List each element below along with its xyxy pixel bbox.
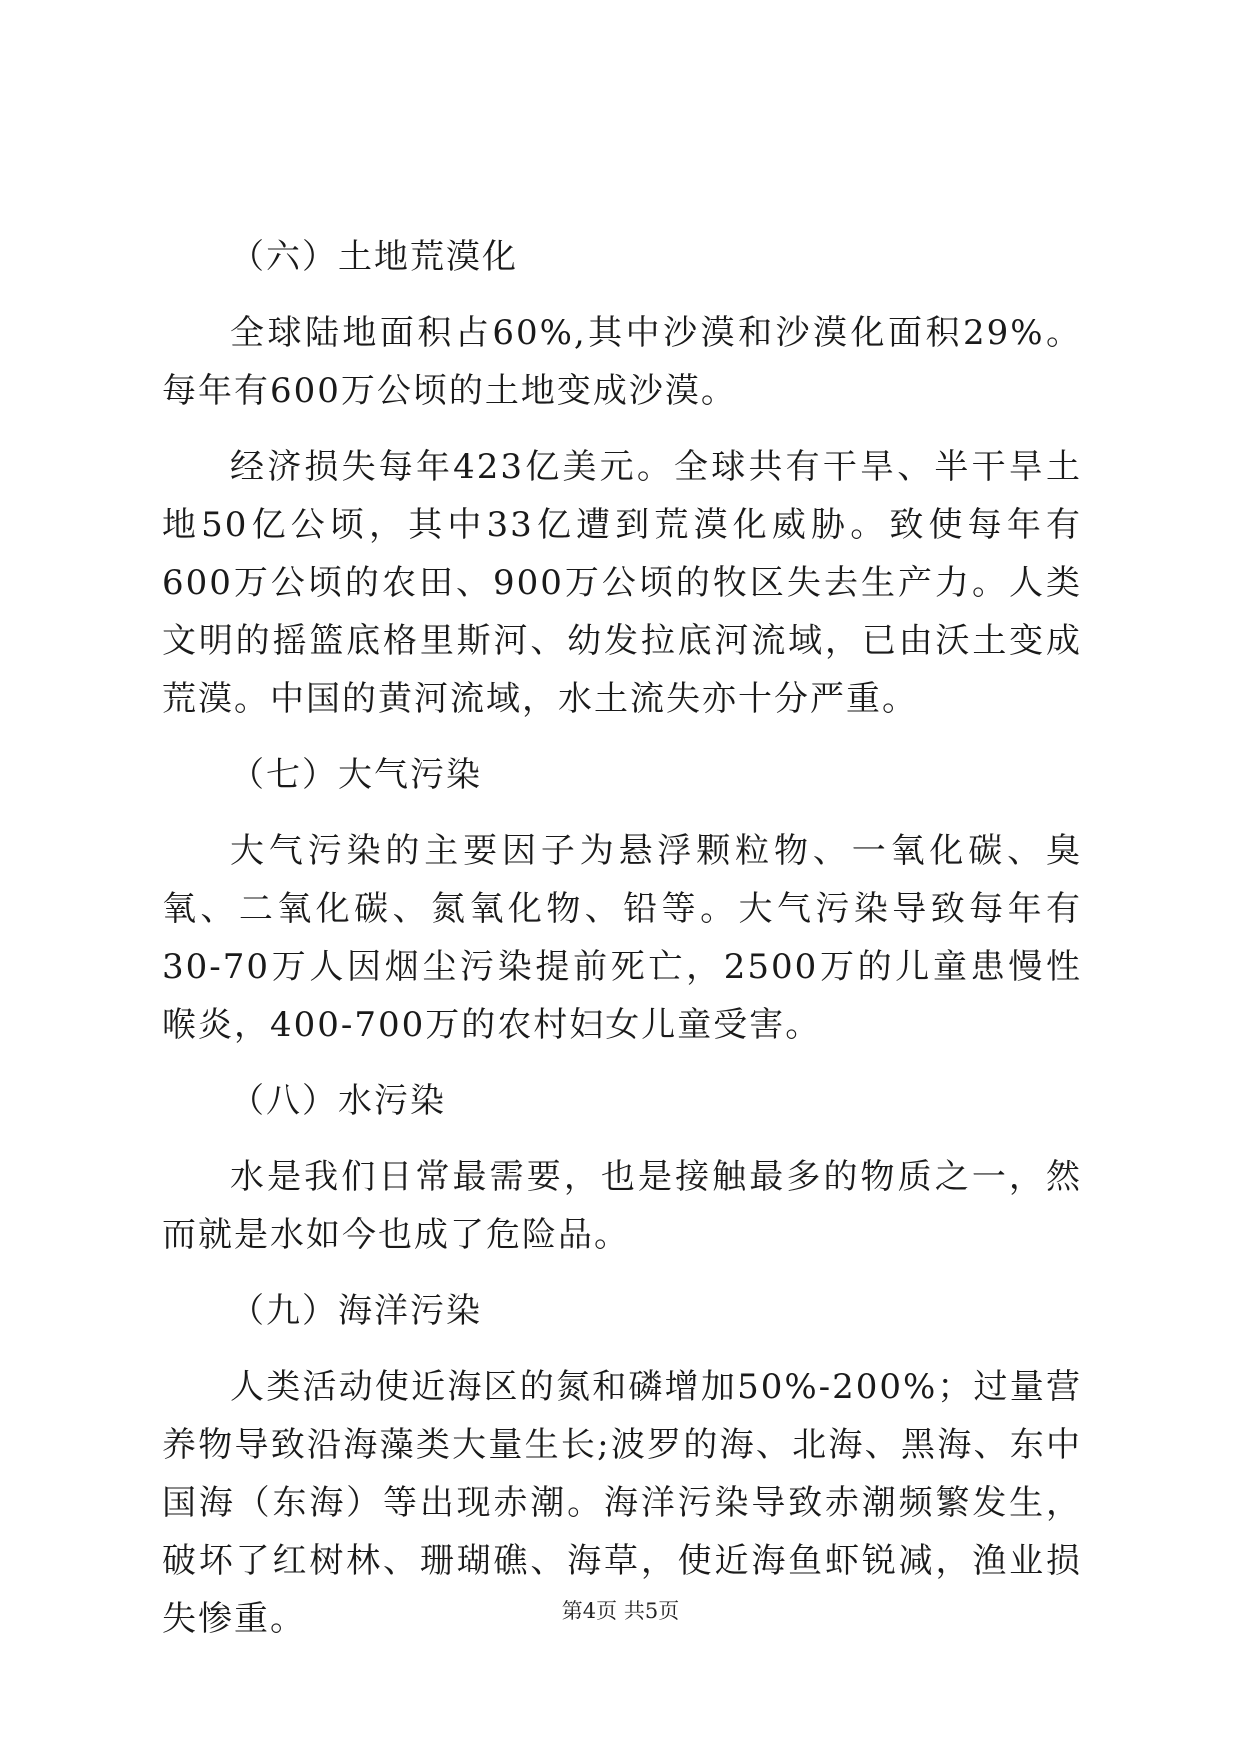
paragraph: 水是我们日常最需要，也是接触最多的物质之一，然而就是水如今也成了危险品。 bbox=[162, 1157, 1082, 1255]
section-heading-water-pollution: （八）水污染 bbox=[230, 1081, 446, 1121]
paragraph: 全球陆地面积占60%,其中沙漠和沙漠化面积29%。每年有600万公顷的土地变成沙漠。 bbox=[162, 313, 1082, 411]
page-number-footer: 第4页 共5页 bbox=[561, 1599, 680, 1623]
paragraph: 人类活动使近海区的氮和磷增加50%-200%；过量营养物导致沿海藻类大量生长;波罗的海、北海、黑海、东中国海（东海）等出现赤潮。海洋污染导致赤潮频繁发生，破坏了红树林、珊瑚礁、海草，使近海鱼虾锐减，渔业损失惨重。 bbox=[162, 1367, 1082, 1639]
section-heading-ocean-pollution: （九）海洋污染 bbox=[230, 1291, 482, 1331]
paragraph: 经济损失每年423亿美元。全球共有干旱、半干旱土地50亿公顷，其中33亿遭到荒漠化威胁。致使每年有600万公顷的农田、900万公顷的牧区失去生产力。人类文明的摇篮底格里斯河、幼发拉底河流域，已由沃土变成荒漠。中国的黄河流域，水土流失亦十分严重。 bbox=[162, 447, 1082, 719]
section-heading-land-desertification: （六）土地荒漠化 bbox=[230, 237, 518, 277]
paragraph: 大气污染的主要因子为悬浮颗粒物、一氧化碳、臭氧、二氧化碳、氮氧化物、铅等。大气污染导致每年有30-70万人因烟尘污染提前死亡，2500万的儿童患慢性喉炎，400-700万的农村妇女儿童受害。 bbox=[162, 831, 1082, 1045]
document-body bbox=[162, 228, 1082, 1666]
section-heading-air-pollution: （七）大气污染 bbox=[230, 755, 482, 795]
